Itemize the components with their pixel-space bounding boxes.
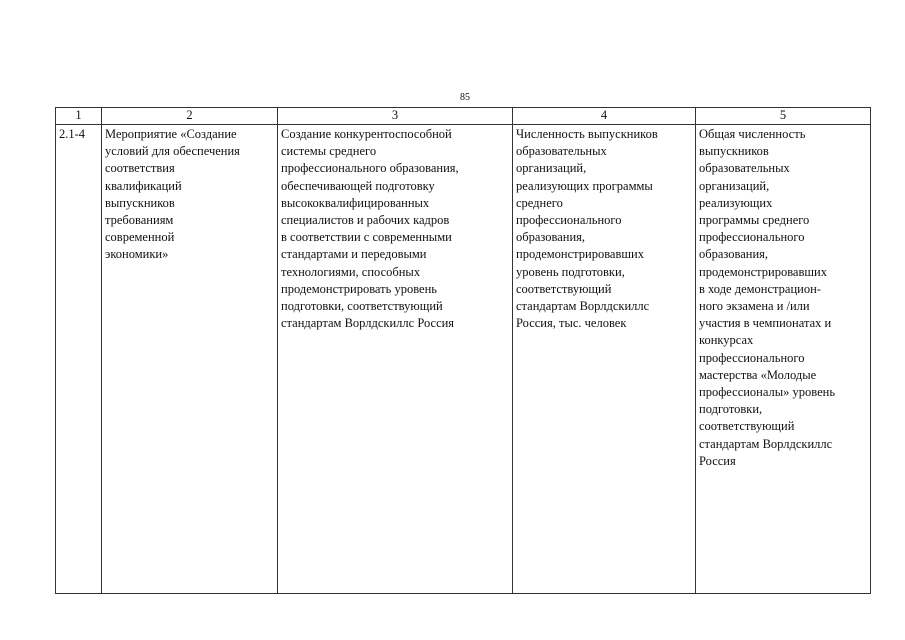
cell-text-line: конкурсах (699, 333, 754, 348)
cell-text-line: подготовки, соответствующий (281, 299, 443, 314)
cell-text-line: требованиям (105, 213, 174, 228)
cell-text-line: уровень подготовки, (516, 264, 625, 279)
cell-text-line: современной (105, 230, 175, 245)
cell-text-line: Создание конкурентоспособной (281, 127, 452, 141)
row-code-cell: 2.1-4 (56, 125, 102, 594)
page-number: 85 (460, 92, 470, 103)
cell-text-line: в ходе демонстрацион- (699, 281, 821, 296)
cell-text-line: мастерства «Молодые (699, 367, 817, 382)
cell-text-line: соответствия (105, 161, 175, 176)
cell-text-line: стандартам Ворлдскиллс (516, 299, 650, 314)
indicator-cell (513, 125, 696, 594)
cell-text-line: ного экзамена и /или (699, 299, 810, 314)
cell-text-line: высококвалифицированных (281, 195, 430, 210)
cell-text-line: продемонстрировать уровень (281, 281, 437, 296)
cell-text-line: специалистов и рабочих кадров (281, 213, 450, 228)
cell-text-line: образования, (516, 230, 586, 245)
cell-text-line: Россия, тыс. человек (516, 316, 627, 331)
cell-text-line: профессионального (699, 350, 805, 365)
cell-text-line: выпускников (105, 195, 175, 210)
cell-text-line: стандартам Ворлдскиллс Россия (281, 316, 455, 331)
cell-text-line: Мероприятие «Создание (105, 127, 237, 141)
cell-text-line: квалификаций (105, 178, 182, 193)
cell-text-line: системы среднего (281, 144, 377, 159)
event-name-cell (102, 125, 278, 594)
indicator-description-cell (696, 125, 871, 594)
cell-text-line: Россия (699, 453, 736, 468)
cell-text-line: подготовки, (699, 402, 763, 417)
cell-text-line: организаций, (516, 161, 587, 176)
cell-text-line: обеспечивающей подготовку (281, 178, 435, 193)
cell-text-line: Общая численность (699, 127, 806, 141)
column-number-4: 4 (513, 108, 696, 125)
column-number-1: 1 (56, 108, 102, 125)
table-header-row (56, 108, 871, 125)
cell-text-line: Численность выпускников (516, 127, 658, 141)
cell-text-line: программы среднего (699, 213, 810, 228)
cell-text-line: организаций, (699, 178, 770, 193)
cell-text-line: среднего (516, 195, 563, 210)
cell-text-line: в соответствии с современными (281, 230, 452, 245)
cell-text-line: профессионального образования, (281, 161, 459, 176)
cell-text-line: стандартами и передовыми (281, 247, 427, 262)
cell-text-line: профессионального (699, 230, 805, 245)
cell-text-line: условий для обеспечения (105, 144, 240, 159)
column-number-3: 3 (278, 108, 513, 125)
cell-text-line: технологиями, способных (281, 264, 421, 279)
cell-text-line: реализующих (699, 195, 773, 210)
cell-text-line: продемонстрировавших (699, 264, 827, 279)
cell-text-line: экономики» (105, 247, 169, 262)
goal-description-cell (278, 125, 513, 594)
cell-text-line: выпускников (699, 144, 769, 159)
cell-text-line: профессионалы» уровень (699, 385, 836, 400)
cell-text-line: продемонстрировавших (516, 247, 644, 262)
cell-text-line: соответствующий (516, 281, 612, 296)
cell-text-line: образовательных (699, 161, 790, 176)
cell-text-line: образовательных (516, 144, 607, 159)
cell-text-line: соответствующий (699, 419, 795, 434)
cell-text-line: профессионального (516, 213, 622, 228)
cell-text-line: реализующих программы (516, 178, 653, 193)
column-number-2: 2 (102, 108, 278, 125)
cell-text-line: образования, (699, 247, 769, 262)
table-row (56, 125, 871, 594)
cell-text-line: участия в чемпионатах и (699, 316, 832, 331)
column-number-5: 5 (696, 108, 871, 125)
cell-text-line: стандартам Ворлдскиллс (699, 436, 833, 451)
document-table (55, 107, 871, 594)
